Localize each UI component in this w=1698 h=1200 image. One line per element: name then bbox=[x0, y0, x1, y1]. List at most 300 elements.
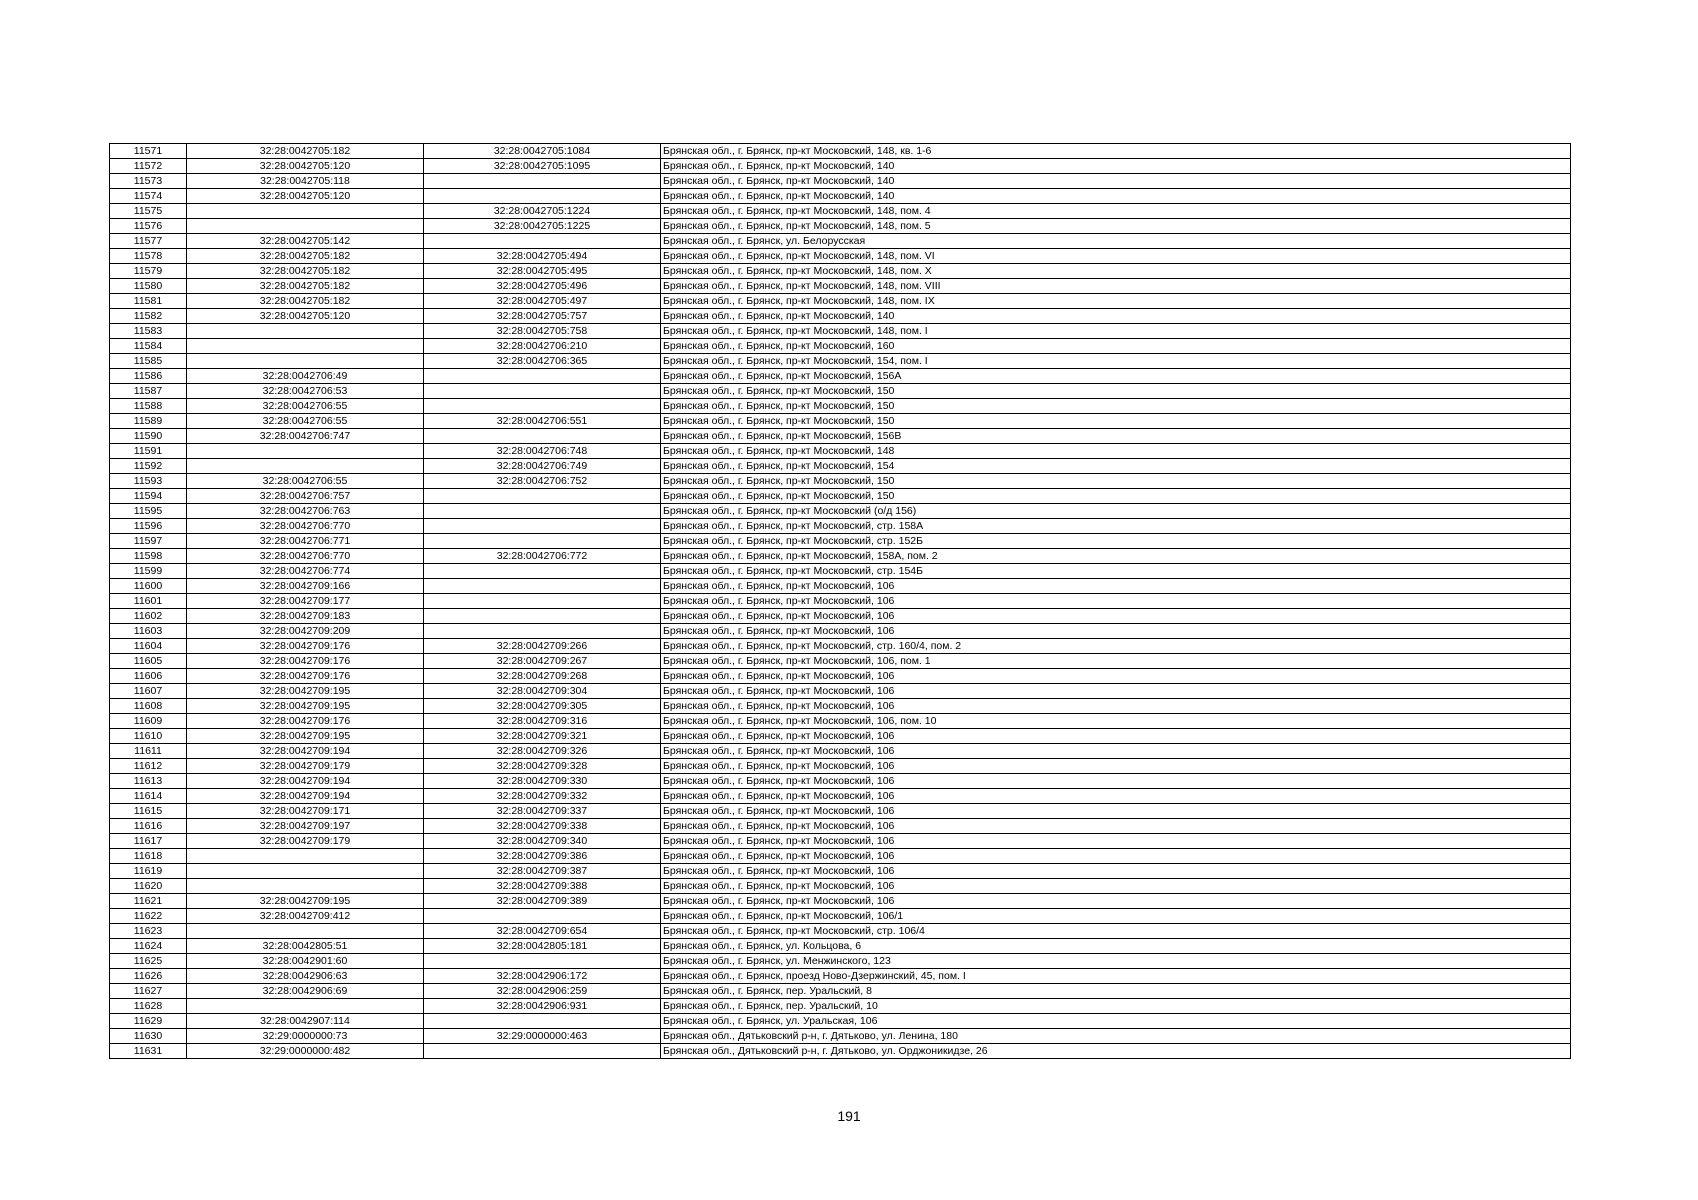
address-cell: Брянская обл., Дятьковский р-н, г. Дятьково, ул. Орджоникидзе, 26 bbox=[661, 1044, 1571, 1059]
building-cadastral-cell: 32:28:0042709:330 bbox=[424, 774, 661, 789]
land-parcel-cadastral-cell: 32:28:0042709:194 bbox=[187, 789, 424, 804]
row-number-cell: 11579 bbox=[110, 264, 187, 279]
land-parcel-cadastral-cell: 32:28:0042706:55 bbox=[187, 414, 424, 429]
address-cell: Брянская обл., г. Брянск, пр-кт Московский, 154, пом. I bbox=[661, 354, 1571, 369]
building-cadastral-cell bbox=[424, 504, 661, 519]
land-parcel-cadastral-cell bbox=[187, 219, 424, 234]
row-number-cell: 11609 bbox=[110, 714, 187, 729]
row-number-cell: 11594 bbox=[110, 489, 187, 504]
row-number-cell: 11616 bbox=[110, 819, 187, 834]
address-cell: Брянская обл., г. Брянск, пр-кт Московский, 148, пом. VI bbox=[661, 249, 1571, 264]
address-cell: Брянская обл., г. Брянск, ул. Кольцова, 6 bbox=[661, 939, 1571, 954]
building-cadastral-cell: 32:28:0042709:305 bbox=[424, 699, 661, 714]
table-row bbox=[110, 954, 1571, 969]
building-cadastral-cell bbox=[424, 369, 661, 384]
address-cell: Брянская обл., г. Брянск, ул. Белорусская bbox=[661, 234, 1571, 249]
row-number-cell: 11617 bbox=[110, 834, 187, 849]
table-row bbox=[110, 474, 1571, 489]
land-parcel-cadastral-cell: 32:28:0042906:63 bbox=[187, 969, 424, 984]
land-parcel-cadastral-cell: 32:28:0042705:182 bbox=[187, 264, 424, 279]
address-cell: Брянская обл., г. Брянск, пр-кт Московский, 150 bbox=[661, 384, 1571, 399]
land-parcel-cadastral-cell bbox=[187, 324, 424, 339]
row-number-cell: 11598 bbox=[110, 549, 187, 564]
address-cell: Брянская обл., г. Брянск, пр-кт Московский, 106 bbox=[661, 774, 1571, 789]
table-row bbox=[110, 399, 1571, 414]
row-number-cell: 11622 bbox=[110, 909, 187, 924]
building-cadastral-cell: 32:28:0042709:389 bbox=[424, 894, 661, 909]
address-cell: Брянская обл., г. Брянск, пр-кт Московский (о/д 156) bbox=[661, 504, 1571, 519]
row-number-cell: 11581 bbox=[110, 294, 187, 309]
land-parcel-cadastral-cell: 32:28:0042706:763 bbox=[187, 504, 424, 519]
address-cell: Брянская обл., г. Брянск, пр-кт Московский, 106 bbox=[661, 744, 1571, 759]
land-parcel-cadastral-cell bbox=[187, 849, 424, 864]
address-cell: Брянская обл., г. Брянск, ул. Менжинского, 123 bbox=[661, 954, 1571, 969]
land-parcel-cadastral-cell bbox=[187, 999, 424, 1014]
row-number-cell: 11595 bbox=[110, 504, 187, 519]
building-cadastral-cell: 32:28:0042709:386 bbox=[424, 849, 661, 864]
building-cadastral-cell: 32:28:0042706:748 bbox=[424, 444, 661, 459]
land-parcel-cadastral-cell: 32:28:0042709:195 bbox=[187, 894, 424, 909]
table-row bbox=[110, 999, 1571, 1014]
building-cadastral-cell bbox=[424, 399, 661, 414]
row-number-cell: 11593 bbox=[110, 474, 187, 489]
address-cell: Брянская обл., г. Брянск, пр-кт Московский, 148, пом. 5 bbox=[661, 219, 1571, 234]
building-cadastral-cell: 32:28:0042706:752 bbox=[424, 474, 661, 489]
address-cell: Брянская обл., г. Брянск, пер. Уральский, 10 bbox=[661, 999, 1571, 1014]
building-cadastral-cell: 32:28:0042709:316 bbox=[424, 714, 661, 729]
row-number-cell: 11599 bbox=[110, 564, 187, 579]
land-parcel-cadastral-cell: 32:29:0000000:482 bbox=[187, 1044, 424, 1059]
table-row bbox=[110, 144, 1571, 159]
building-cadastral-cell bbox=[424, 909, 661, 924]
table-row bbox=[110, 519, 1571, 534]
address-cell: Брянская обл., г. Брянск, пр-кт Московский, 148, пом. X bbox=[661, 264, 1571, 279]
address-cell: Брянская обл., г. Брянск, пер. Уральский, 8 bbox=[661, 984, 1571, 999]
land-parcel-cadastral-cell: 32:28:0042706:771 bbox=[187, 534, 424, 549]
land-parcel-cadastral-cell: 32:28:0042709:194 bbox=[187, 774, 424, 789]
address-cell: Брянская обл., г. Брянск, пр-кт Московский, 106 bbox=[661, 834, 1571, 849]
row-number-cell: 11572 bbox=[110, 159, 187, 174]
address-cell: Брянская обл., г. Брянск, пр-кт Московский, 148, пом. 4 bbox=[661, 204, 1571, 219]
address-cell: Брянская обл., г. Брянск, пр-кт Московский, 158А, пом. 2 bbox=[661, 549, 1571, 564]
table-row bbox=[110, 264, 1571, 279]
table-row bbox=[110, 549, 1571, 564]
building-cadastral-cell: 32:28:0042709:332 bbox=[424, 789, 661, 804]
building-cadastral-cell: 32:28:0042709:388 bbox=[424, 879, 661, 894]
registry-table-body bbox=[110, 144, 1571, 1059]
land-parcel-cadastral-cell: 32:28:0042709:176 bbox=[187, 714, 424, 729]
table-row bbox=[110, 564, 1571, 579]
row-number-cell: 11604 bbox=[110, 639, 187, 654]
table-row bbox=[110, 444, 1571, 459]
row-number-cell: 11605 bbox=[110, 654, 187, 669]
land-parcel-cadastral-cell: 32:28:0042709:177 bbox=[187, 594, 424, 609]
row-number-cell: 11610 bbox=[110, 729, 187, 744]
table-row bbox=[110, 774, 1571, 789]
row-number-cell: 11608 bbox=[110, 699, 187, 714]
row-number-cell: 11578 bbox=[110, 249, 187, 264]
table-row bbox=[110, 984, 1571, 999]
building-cadastral-cell: 32:28:0042709:326 bbox=[424, 744, 661, 759]
building-cadastral-cell: 32:28:0042705:1095 bbox=[424, 159, 661, 174]
address-cell: Брянская обл., г. Брянск, пр-кт Московский, стр. 106/4 bbox=[661, 924, 1571, 939]
address-cell: Брянская обл., г. Брянск, пр-кт Московский, 156В bbox=[661, 429, 1571, 444]
land-parcel-cadastral-cell: 32:28:0042705:120 bbox=[187, 189, 424, 204]
row-number-cell: 11631 bbox=[110, 1044, 187, 1059]
table-row bbox=[110, 594, 1571, 609]
building-cadastral-cell bbox=[424, 384, 661, 399]
address-cell: Брянская обл., г. Брянск, пр-кт Московский, 106 bbox=[661, 699, 1571, 714]
table-row bbox=[110, 429, 1571, 444]
building-cadastral-cell: 32:28:0042709:328 bbox=[424, 759, 661, 774]
building-cadastral-cell: 32:28:0042906:931 bbox=[424, 999, 661, 1014]
land-parcel-cadastral-cell: 32:28:0042705:120 bbox=[187, 159, 424, 174]
table-row bbox=[110, 849, 1571, 864]
building-cadastral-cell bbox=[424, 624, 661, 639]
building-cadastral-cell: 32:28:0042705:1084 bbox=[424, 144, 661, 159]
building-cadastral-cell: 32:28:0042709:304 bbox=[424, 684, 661, 699]
address-cell: Брянская обл., г. Брянск, пр-кт Московский, 148, пом. I bbox=[661, 324, 1571, 339]
building-cadastral-cell: 32:28:0042706:772 bbox=[424, 549, 661, 564]
row-number-cell: 11576 bbox=[110, 219, 187, 234]
land-parcel-cadastral-cell: 32:28:0042907:114 bbox=[187, 1014, 424, 1029]
row-number-cell: 11614 bbox=[110, 789, 187, 804]
land-parcel-cadastral-cell: 32:28:0042709:209 bbox=[187, 624, 424, 639]
land-parcel-cadastral-cell bbox=[187, 204, 424, 219]
building-cadastral-cell bbox=[424, 234, 661, 249]
building-cadastral-cell: 32:29:0000000:463 bbox=[424, 1029, 661, 1044]
row-number-cell: 11627 bbox=[110, 984, 187, 999]
table-row bbox=[110, 684, 1571, 699]
building-cadastral-cell bbox=[424, 954, 661, 969]
address-cell: Брянская обл., г. Брянск, пр-кт Московский, 140 bbox=[661, 159, 1571, 174]
table-row bbox=[110, 759, 1571, 774]
land-parcel-cadastral-cell: 32:28:0042705:118 bbox=[187, 174, 424, 189]
land-parcel-cadastral-cell: 32:28:0042706:55 bbox=[187, 399, 424, 414]
building-cadastral-cell: 32:28:0042709:337 bbox=[424, 804, 661, 819]
registry-table bbox=[109, 143, 1571, 1059]
row-number-cell: 11590 bbox=[110, 429, 187, 444]
table-row bbox=[110, 654, 1571, 669]
row-number-cell: 11626 bbox=[110, 969, 187, 984]
building-cadastral-cell bbox=[424, 519, 661, 534]
land-parcel-cadastral-cell bbox=[187, 339, 424, 354]
table-row bbox=[110, 639, 1571, 654]
address-cell: Брянская обл., г. Брянск, пр-кт Московский, 106 bbox=[661, 729, 1571, 744]
row-number-cell: 11620 bbox=[110, 879, 187, 894]
address-cell: Брянская обл., г. Брянск, пр-кт Московский, 106 bbox=[661, 624, 1571, 639]
table-row bbox=[110, 459, 1571, 474]
row-number-cell: 11619 bbox=[110, 864, 187, 879]
row-number-cell: 11573 bbox=[110, 174, 187, 189]
building-cadastral-cell: 32:28:0042705:494 bbox=[424, 249, 661, 264]
address-cell: Брянская обл., г. Брянск, пр-кт Московский, 106 bbox=[661, 819, 1571, 834]
table-row bbox=[110, 729, 1571, 744]
table-row bbox=[110, 219, 1571, 234]
address-cell: Брянская обл., г. Брянск, пр-кт Московский, 106 bbox=[661, 864, 1571, 879]
building-cadastral-cell bbox=[424, 1014, 661, 1029]
table-row bbox=[110, 579, 1571, 594]
address-cell: Брянская обл., г. Брянск, пр-кт Московский, 160 bbox=[661, 339, 1571, 354]
address-cell: Брянская обл., Дятьковский р-н, г. Дятьково, ул. Ленина, 180 bbox=[661, 1029, 1571, 1044]
building-cadastral-cell: 32:28:0042705:757 bbox=[424, 309, 661, 324]
land-parcel-cadastral-cell: 32:28:0042706:770 bbox=[187, 549, 424, 564]
land-parcel-cadastral-cell: 32:28:0042705:182 bbox=[187, 249, 424, 264]
building-cadastral-cell bbox=[424, 189, 661, 204]
address-cell: Брянская обл., г. Брянск, пр-кт Московский, 106 bbox=[661, 879, 1571, 894]
row-number-cell: 11600 bbox=[110, 579, 187, 594]
building-cadastral-cell: 32:28:0042709:654 bbox=[424, 924, 661, 939]
table-row bbox=[110, 339, 1571, 354]
table-row bbox=[110, 309, 1571, 324]
building-cadastral-cell bbox=[424, 534, 661, 549]
row-number-cell: 11582 bbox=[110, 309, 187, 324]
building-cadastral-cell: 32:28:0042706:749 bbox=[424, 459, 661, 474]
row-number-cell: 11603 bbox=[110, 624, 187, 639]
land-parcel-cadastral-cell: 32:28:0042705:182 bbox=[187, 294, 424, 309]
row-number-cell: 11623 bbox=[110, 924, 187, 939]
table-row bbox=[110, 294, 1571, 309]
address-cell: Брянская обл., г. Брянск, пр-кт Московский, 106 bbox=[661, 594, 1571, 609]
address-cell: Брянская обл., г. Брянск, пр-кт Московский, 106 bbox=[661, 894, 1571, 909]
land-parcel-cadastral-cell: 32:28:0042709:179 bbox=[187, 834, 424, 849]
land-parcel-cadastral-cell bbox=[187, 864, 424, 879]
land-parcel-cadastral-cell: 32:28:0042705:142 bbox=[187, 234, 424, 249]
table-row bbox=[110, 354, 1571, 369]
table-row bbox=[110, 969, 1571, 984]
land-parcel-cadastral-cell: 32:28:0042805:51 bbox=[187, 939, 424, 954]
row-number-cell: 11618 bbox=[110, 849, 187, 864]
building-cadastral-cell: 32:28:0042705:1225 bbox=[424, 219, 661, 234]
address-cell: Брянская обл., г. Брянск, пр-кт Московский, 106, пом. 10 bbox=[661, 714, 1571, 729]
address-cell: Брянская обл., г. Брянск, пр-кт Московский, 140 bbox=[661, 174, 1571, 189]
table-row bbox=[110, 804, 1571, 819]
row-number-cell: 11583 bbox=[110, 324, 187, 339]
building-cadastral-cell: 32:28:0042709:267 bbox=[424, 654, 661, 669]
address-cell: Брянская обл., г. Брянск, пр-кт Московский, 140 bbox=[661, 189, 1571, 204]
row-number-cell: 11601 bbox=[110, 594, 187, 609]
row-number-cell: 11611 bbox=[110, 744, 187, 759]
table-row bbox=[110, 744, 1571, 759]
land-parcel-cadastral-cell bbox=[187, 924, 424, 939]
address-cell: Брянская обл., г. Брянск, пр-кт Московский, 148 bbox=[661, 444, 1571, 459]
table-row bbox=[110, 894, 1571, 909]
building-cadastral-cell: 32:28:0042906:259 bbox=[424, 984, 661, 999]
building-cadastral-cell: 32:28:0042705:497 bbox=[424, 294, 661, 309]
table-row bbox=[110, 489, 1571, 504]
row-number-cell: 11571 bbox=[110, 144, 187, 159]
address-cell: Брянская обл., г. Брянск, пр-кт Московский, 150 bbox=[661, 399, 1571, 414]
land-parcel-cadastral-cell: 32:28:0042706:774 bbox=[187, 564, 424, 579]
land-parcel-cadastral-cell: 32:28:0042709:176 bbox=[187, 654, 424, 669]
land-parcel-cadastral-cell: 32:28:0042706:757 bbox=[187, 489, 424, 504]
row-number-cell: 11587 bbox=[110, 384, 187, 399]
row-number-cell: 11629 bbox=[110, 1014, 187, 1029]
table-row bbox=[110, 879, 1571, 894]
building-cadastral-cell bbox=[424, 564, 661, 579]
building-cadastral-cell: 32:28:0042706:365 bbox=[424, 354, 661, 369]
address-cell: Брянская обл., г. Брянск, пр-кт Московский, 140 bbox=[661, 309, 1571, 324]
land-parcel-cadastral-cell bbox=[187, 444, 424, 459]
row-number-cell: 11630 bbox=[110, 1029, 187, 1044]
address-cell: Брянская обл., г. Брянск, пр-кт Московский, 148, пом. VIII bbox=[661, 279, 1571, 294]
address-cell: Брянская обл., г. Брянск, пр-кт Московский, 106 bbox=[661, 804, 1571, 819]
row-number-cell: 11592 bbox=[110, 459, 187, 474]
table-row bbox=[110, 189, 1571, 204]
building-cadastral-cell: 32:28:0042709:266 bbox=[424, 639, 661, 654]
row-number-cell: 11597 bbox=[110, 534, 187, 549]
row-number-cell: 11591 bbox=[110, 444, 187, 459]
table-row bbox=[110, 369, 1571, 384]
address-cell: Брянская обл., г. Брянск, пр-кт Московский, 106/1 bbox=[661, 909, 1571, 924]
row-number-cell: 11588 bbox=[110, 399, 187, 414]
land-parcel-cadastral-cell: 32:28:0042709:194 bbox=[187, 744, 424, 759]
building-cadastral-cell bbox=[424, 429, 661, 444]
row-number-cell: 11628 bbox=[110, 999, 187, 1014]
address-cell: Брянская обл., г. Брянск, пр-кт Московский, 106 bbox=[661, 609, 1571, 624]
building-cadastral-cell: 32:28:0042705:1224 bbox=[424, 204, 661, 219]
table-row bbox=[110, 819, 1571, 834]
land-parcel-cadastral-cell: 32:28:0042706:49 bbox=[187, 369, 424, 384]
building-cadastral-cell: 32:28:0042709:338 bbox=[424, 819, 661, 834]
table-row bbox=[110, 504, 1571, 519]
table-row bbox=[110, 324, 1571, 339]
address-cell: Брянская обл., г. Брянск, пр-кт Московский, стр. 154Б bbox=[661, 564, 1571, 579]
table-row bbox=[110, 1014, 1571, 1029]
building-cadastral-cell: 32:28:0042709:340 bbox=[424, 834, 661, 849]
address-cell: Брянская обл., г. Брянск, пр-кт Московский, стр. 152Б bbox=[661, 534, 1571, 549]
table-row bbox=[110, 234, 1571, 249]
address-cell: Брянская обл., г. Брянск, пр-кт Московский, 106 bbox=[661, 669, 1571, 684]
address-cell: Брянская обл., г. Брянск, ул. Уральская, 106 bbox=[661, 1014, 1571, 1029]
address-cell: Брянская обл., г. Брянск, пр-кт Московский, стр. 160/4, пом. 2 bbox=[661, 639, 1571, 654]
building-cadastral-cell bbox=[424, 174, 661, 189]
row-number-cell: 11612 bbox=[110, 759, 187, 774]
row-number-cell: 11613 bbox=[110, 774, 187, 789]
row-number-cell: 11596 bbox=[110, 519, 187, 534]
table-row bbox=[110, 384, 1571, 399]
building-cadastral-cell: 32:28:0042709:268 bbox=[424, 669, 661, 684]
address-cell: Брянская обл., г. Брянск, пр-кт Московский, 154 bbox=[661, 459, 1571, 474]
row-number-cell: 11575 bbox=[110, 204, 187, 219]
table-row bbox=[110, 924, 1571, 939]
building-cadastral-cell: 32:28:0042709:321 bbox=[424, 729, 661, 744]
table-row bbox=[110, 669, 1571, 684]
table-row bbox=[110, 174, 1571, 189]
building-cadastral-cell bbox=[424, 1044, 661, 1059]
land-parcel-cadastral-cell: 32:28:0042706:747 bbox=[187, 429, 424, 444]
row-number-cell: 11621 bbox=[110, 894, 187, 909]
building-cadastral-cell bbox=[424, 489, 661, 504]
land-parcel-cadastral-cell: 32:28:0042709:171 bbox=[187, 804, 424, 819]
address-cell: Брянская обл., г. Брянск, пр-кт Московский, 106 bbox=[661, 759, 1571, 774]
land-parcel-cadastral-cell: 32:28:0042709:197 bbox=[187, 819, 424, 834]
row-number-cell: 11574 bbox=[110, 189, 187, 204]
land-parcel-cadastral-cell: 32:28:0042709:166 bbox=[187, 579, 424, 594]
land-parcel-cadastral-cell bbox=[187, 879, 424, 894]
address-cell: Брянская обл., г. Брянск, пр-кт Московский, 148, пом. IX bbox=[661, 294, 1571, 309]
land-parcel-cadastral-cell: 32:28:0042709:176 bbox=[187, 669, 424, 684]
land-parcel-cadastral-cell: 32:28:0042705:182 bbox=[187, 279, 424, 294]
table-row bbox=[110, 1029, 1571, 1044]
address-cell: Брянская обл., г. Брянск, пр-кт Московский, 106 bbox=[661, 684, 1571, 699]
building-cadastral-cell bbox=[424, 579, 661, 594]
table-row bbox=[110, 609, 1571, 624]
row-number-cell: 11589 bbox=[110, 414, 187, 429]
row-number-cell: 11602 bbox=[110, 609, 187, 624]
building-cadastral-cell: 32:28:0042906:172 bbox=[424, 969, 661, 984]
table-row bbox=[110, 249, 1571, 264]
land-parcel-cadastral-cell: 32:28:0042709:195 bbox=[187, 729, 424, 744]
table-row bbox=[110, 834, 1571, 849]
table-row bbox=[110, 789, 1571, 804]
land-parcel-cadastral-cell: 32:28:0042709:195 bbox=[187, 699, 424, 714]
land-parcel-cadastral-cell bbox=[187, 459, 424, 474]
row-number-cell: 11625 bbox=[110, 954, 187, 969]
land-parcel-cadastral-cell: 32:28:0042706:53 bbox=[187, 384, 424, 399]
table-row bbox=[110, 624, 1571, 639]
table-row bbox=[110, 204, 1571, 219]
address-cell: Брянская обл., г. Брянск, пр-кт Московский, 106, пом. 1 bbox=[661, 654, 1571, 669]
building-cadastral-cell bbox=[424, 609, 661, 624]
building-cadastral-cell: 32:28:0042705:758 bbox=[424, 324, 661, 339]
building-cadastral-cell: 32:28:0042705:496 bbox=[424, 279, 661, 294]
address-cell: Брянская обл., г. Брянск, пр-кт Московский, стр. 158А bbox=[661, 519, 1571, 534]
row-number-cell: 11606 bbox=[110, 669, 187, 684]
building-cadastral-cell bbox=[424, 594, 661, 609]
land-parcel-cadastral-cell: 32:28:0042706:55 bbox=[187, 474, 424, 489]
address-cell: Брянская обл., г. Брянск, пр-кт Московский, 150 bbox=[661, 474, 1571, 489]
land-parcel-cadastral-cell bbox=[187, 354, 424, 369]
address-cell: Брянская обл., г. Брянск, пр-кт Московский, 156А bbox=[661, 369, 1571, 384]
land-parcel-cadastral-cell: 32:28:0042906:69 bbox=[187, 984, 424, 999]
table-row bbox=[110, 714, 1571, 729]
land-parcel-cadastral-cell: 32:28:0042901:60 bbox=[187, 954, 424, 969]
building-cadastral-cell: 32:28:0042705:495 bbox=[424, 264, 661, 279]
address-cell: Брянская обл., г. Брянск, пр-кт Московский, 148, кв. 1-6 bbox=[661, 144, 1571, 159]
building-cadastral-cell: 32:28:0042706:210 bbox=[424, 339, 661, 354]
address-cell: Брянская обл., г. Брянск, проезд Ново-Дзержинский, 45, пом. I bbox=[661, 969, 1571, 984]
land-parcel-cadastral-cell: 32:28:0042705:120 bbox=[187, 309, 424, 324]
land-parcel-cadastral-cell: 32:28:0042709:176 bbox=[187, 639, 424, 654]
row-number-cell: 11584 bbox=[110, 339, 187, 354]
table-row bbox=[110, 699, 1571, 714]
row-number-cell: 11580 bbox=[110, 279, 187, 294]
table-row bbox=[110, 534, 1571, 549]
land-parcel-cadastral-cell: 32:28:0042709:179 bbox=[187, 759, 424, 774]
row-number-cell: 11615 bbox=[110, 804, 187, 819]
land-parcel-cadastral-cell: 32:28:0042709:412 bbox=[187, 909, 424, 924]
row-number-cell: 11585 bbox=[110, 354, 187, 369]
land-parcel-cadastral-cell: 32:29:0000000:73 bbox=[187, 1029, 424, 1044]
table-row bbox=[110, 864, 1571, 879]
land-parcel-cadastral-cell: 32:28:0042709:195 bbox=[187, 684, 424, 699]
row-number-cell: 11577 bbox=[110, 234, 187, 249]
address-cell: Брянская обл., г. Брянск, пр-кт Московский, 150 bbox=[661, 489, 1571, 504]
building-cadastral-cell: 32:28:0042805:181 bbox=[424, 939, 661, 954]
table-row bbox=[110, 414, 1571, 429]
table-row bbox=[110, 279, 1571, 294]
address-cell: Брянская обл., г. Брянск, пр-кт Московский, 106 bbox=[661, 579, 1571, 594]
land-parcel-cadastral-cell: 32:28:0042705:182 bbox=[187, 144, 424, 159]
row-number-cell: 11624 bbox=[110, 939, 187, 954]
address-cell: Брянская обл., г. Брянск, пр-кт Московский, 106 bbox=[661, 849, 1571, 864]
table-row bbox=[110, 909, 1571, 924]
address-cell: Брянская обл., г. Брянск, пр-кт Московский, 150 bbox=[661, 414, 1571, 429]
building-cadastral-cell: 32:28:0042709:387 bbox=[424, 864, 661, 879]
table-row bbox=[110, 159, 1571, 174]
table-row bbox=[110, 1044, 1571, 1059]
